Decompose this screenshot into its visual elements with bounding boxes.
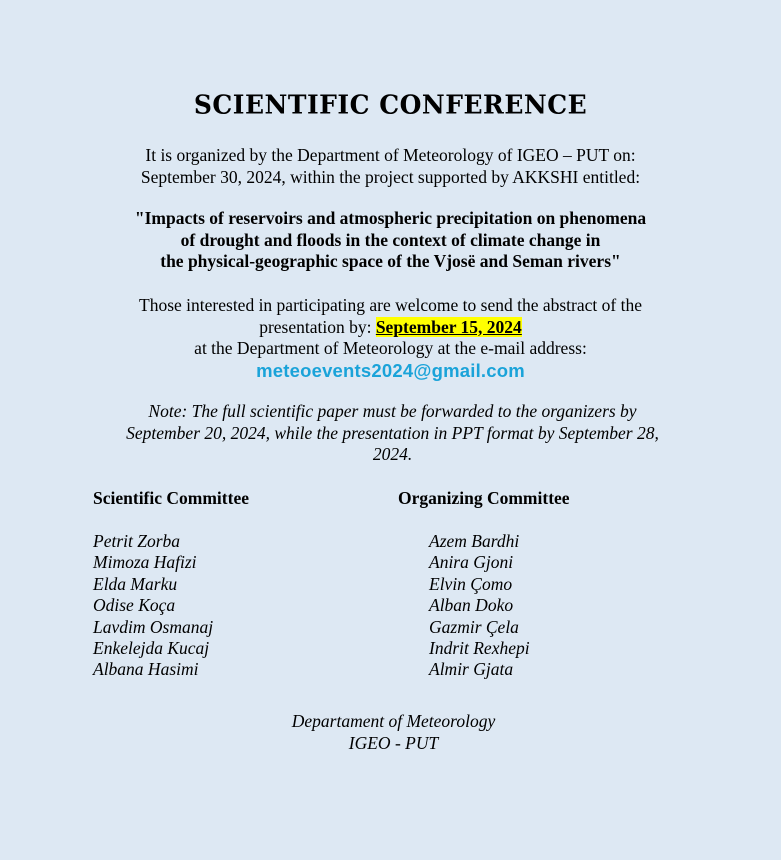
note-line-2: September 20, 2024, while the presentation in PPT format by September 28, [126,422,659,443]
intro-paragraph [0,145,781,188]
list-item: Elda Marku [93,573,178,594]
list-item: Alban Doko [429,595,514,616]
organizing-committee-heading: Organizing Committee [398,488,570,508]
contact-email-link[interactable]: meteoevents2024@gmail.com [256,359,525,381]
list-item: Indrit Rexhepi [429,638,530,659]
scientific-committee-heading: Scientific Committee [93,488,249,508]
list-item: Azem Bardhi [429,531,520,551]
project-title-line-3: the physical-geographic space of the Vjosë and Seman rivers" [160,251,621,271]
list-item: Almir Gjata [429,659,514,680]
note-line-3: 2024. [372,444,413,464]
footer-signature [0,711,781,754]
project-title [0,208,781,273]
note-line-1: Note: The full scientific paper must be forwarded to the organizers by [148,401,637,421]
list-item: Elvin Çomo [429,573,513,594]
invite-line-3: at the Department of Meteorology at the e-mail address: [194,338,587,358]
list-item: Anira Gjoni [429,552,514,573]
project-title-line-2: of drought and floods in the context of climate change in [180,229,601,250]
list-item: Enkelejda Kucaj [93,638,210,659]
invitation-paragraph [0,295,781,382]
project-title-line-1: "Impacts of reservoirs and atmospheric precipitation on phenomena [134,208,647,228]
intro-line-2: September 30, 2024, within the project supported by AKKSHI entitled: [140,166,641,187]
list-item: Gazmir Çela [429,616,519,637]
list-item: Mimoza Hafizi [93,552,197,573]
organizing-committee-list [429,531,530,681]
list-item: Petrit Zorba [93,531,181,551]
list-item: Lavdim Osmanaj [93,616,214,637]
invite-line-2 [0,317,781,339]
list-item: Odise Koça [93,595,176,616]
footer-department: Departament of Meteorology [291,711,496,731]
invite-line-1: Those interested in participating are welcome to send the abstract of the [139,295,642,315]
footer-institution: IGEO - PUT [348,732,439,753]
scientific-committee-list [93,531,213,681]
list-item: Albana Hasimi [93,659,199,680]
invite-line-2-prefix: presentation by: [259,316,376,337]
page-title: SCIENTIFIC CONFERENCE [193,89,588,120]
intro-line-1: It is organized by the Department of Meteorology of IGEO – PUT on: [145,145,636,165]
note-paragraph [100,401,685,466]
abstract-deadline: September 15, 2024 [375,316,522,337]
